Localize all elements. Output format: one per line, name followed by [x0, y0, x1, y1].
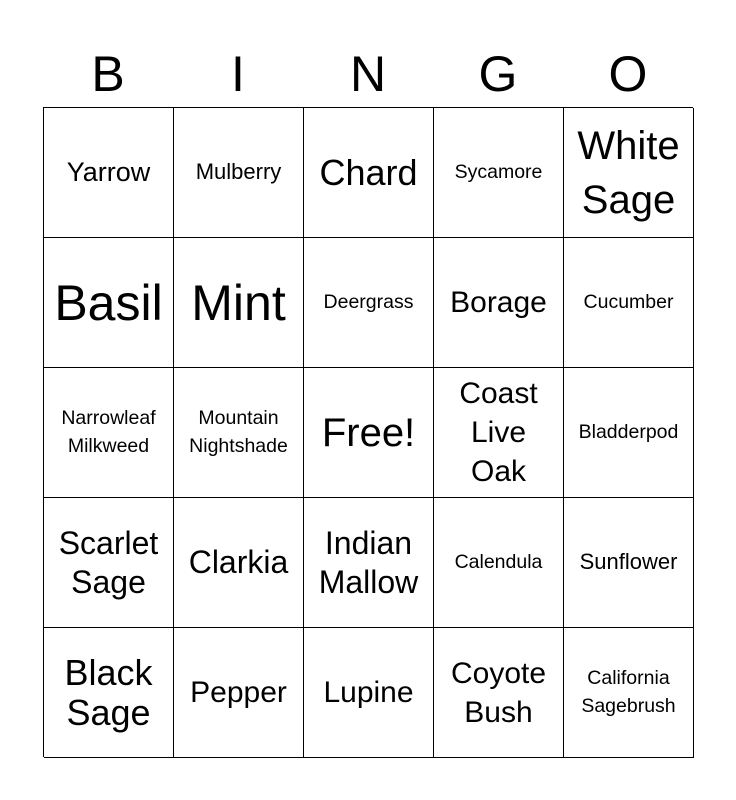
bingo-cell[interactable]: California Sagebrush: [564, 628, 694, 758]
bingo-board: [43, 107, 693, 757]
bingo-header: [43, 40, 693, 108]
bingo-cell[interactable]: Black Sage: [44, 628, 174, 758]
header-letter-b: B: [91, 46, 125, 102]
header-letter-o: O: [608, 46, 648, 102]
bingo-cell[interactable]: Narrowleaf Milkweed: [44, 368, 174, 498]
bingo-cell[interactable]: Cucumber: [564, 238, 694, 368]
bingo-cell[interactable]: Sycamore: [434, 108, 564, 238]
bingo-cell[interactable]: Borage: [434, 238, 564, 368]
bingo-cell[interactable]: White Sage: [564, 108, 694, 238]
bingo-cell[interactable]: Deergrass: [304, 238, 434, 368]
bingo-cell[interactable]: Calendula: [434, 498, 564, 628]
bingo-cell[interactable]: Basil: [44, 238, 174, 368]
bingo-cell[interactable]: Scarlet Sage: [44, 498, 174, 628]
bingo-cell[interactable]: Yarrow: [44, 108, 174, 238]
bingo-cell[interactable]: Indian Mallow: [304, 498, 434, 628]
bingo-cell[interactable]: Mint: [174, 238, 304, 368]
bingo-cell[interactable]: Clarkia: [174, 498, 304, 628]
header-letter-n: N: [349, 46, 387, 102]
bingo-cell[interactable]: Mountain Nightshade: [174, 368, 304, 498]
bingo-cell[interactable]: Lupine: [304, 628, 434, 758]
bingo-cell[interactable]: Mulberry: [174, 108, 304, 238]
bingo-cell[interactable]: Coyote Bush: [434, 628, 564, 758]
header-letter-g: G: [478, 46, 518, 102]
header-letter-i: I: [231, 46, 245, 102]
bingo-cell[interactable]: Chard: [304, 108, 434, 238]
bingo-cell[interactable]: Sunflower: [564, 498, 694, 628]
free-space-cell[interactable]: Free!: [304, 368, 434, 498]
bingo-cell[interactable]: Pepper: [174, 628, 304, 758]
bingo-cell[interactable]: Coast Live Oak: [434, 368, 564, 498]
bingo-cell[interactable]: Bladderpod: [564, 368, 694, 498]
